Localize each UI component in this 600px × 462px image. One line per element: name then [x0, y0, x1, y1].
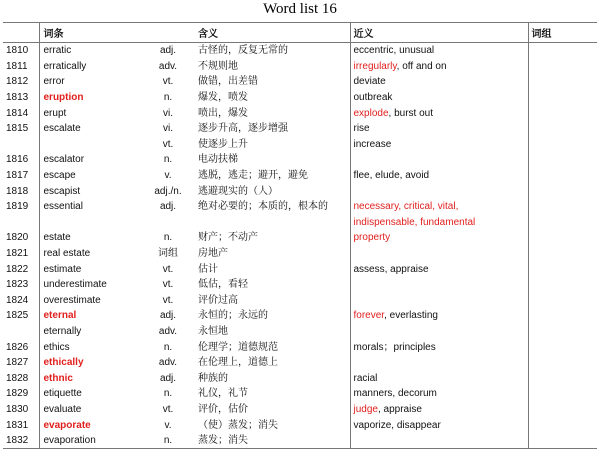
entry-phrase: [528, 339, 597, 355]
entry-word: error: [39, 74, 141, 90]
synonym-text: eccentric, unusual: [353, 45, 435, 57]
entry-synonyms: [350, 74, 528, 90]
entry-phrase: [528, 105, 597, 121]
synonym-text: morals；principles: [353, 341, 436, 353]
entry-number: 1814: [6, 107, 29, 119]
entry-synonyms: [350, 370, 528, 386]
table-row: [3, 370, 597, 386]
part-of-speech: adj.: [159, 201, 177, 213]
entry-phrase: [528, 74, 597, 90]
part-of-speech: n.: [141, 433, 195, 449]
entry-meaning: 种族的: [198, 372, 228, 384]
entry-meaning: 永恒地: [198, 325, 228, 337]
entry-word: escalator: [39, 152, 141, 168]
entry-word: [39, 215, 141, 231]
synonym-text: , everlasting: [384, 310, 438, 322]
entry-meaning: 做错，出差错: [198, 76, 258, 88]
part-of-speech: vt.: [162, 279, 174, 291]
word-table: [3, 22, 597, 449]
part-of-speech: v.: [164, 170, 172, 182]
entry-meaning: 评价过高: [198, 294, 238, 306]
entry-phrase: [528, 43, 597, 59]
entry-phrase: [528, 417, 597, 433]
entry-synonyms: [350, 59, 528, 75]
entry-meaning: 逃避现实的（人）: [198, 185, 278, 197]
table-row: [3, 183, 597, 199]
entry-synonyms: [350, 121, 528, 137]
table-row: [3, 168, 597, 184]
part-of-speech: vi.: [163, 123, 173, 135]
entry-number: 1830: [6, 403, 29, 415]
table-row: [3, 261, 597, 277]
entry-synonyms: [350, 261, 528, 277]
entry-phrase: [528, 386, 597, 402]
synonym-text: necessary, critical, vital,: [353, 201, 459, 213]
entry-phrase: [528, 246, 597, 262]
header-row: [3, 23, 597, 43]
entry-word: eternal: [39, 308, 141, 324]
synonym-text: irregularly: [353, 60, 397, 72]
entry-synonyms: [350, 324, 528, 340]
entry-synonyms: [350, 417, 528, 433]
entry-phrase: [528, 293, 597, 309]
entry-meaning: 房地产: [198, 248, 228, 260]
entry-synonyms: [350, 168, 528, 184]
table-row: [3, 152, 597, 168]
entry-phrase: [528, 183, 597, 199]
entry-word: evaporate: [39, 417, 141, 433]
header-pos: [141, 23, 195, 43]
entry-phrase: [528, 168, 597, 184]
entry-number: [3, 215, 39, 231]
synonym-text: outbreak: [353, 92, 393, 104]
synonym-text: vaporize, disappear: [353, 419, 441, 431]
synonym-text: rise: [353, 123, 370, 135]
synonym-text: flee, elude, avoid: [353, 170, 430, 182]
entry-number: 1829: [6, 388, 29, 400]
entry-number: 1824: [6, 294, 29, 306]
entry-number: [3, 137, 39, 153]
entry-synonyms: [350, 199, 528, 215]
entry-meaning: 使逐步上升: [198, 138, 248, 150]
table-row: [3, 105, 597, 121]
entry-word: overestimate: [39, 293, 141, 309]
entry-phrase: [528, 121, 597, 137]
synonym-text: , appraise: [377, 403, 422, 415]
entry-meaning: 财产；不动产: [198, 232, 258, 244]
entry-word: evaporation: [39, 433, 141, 449]
entry-meaning: 古怪的，反复无常的: [198, 45, 288, 57]
entry-phrase: [528, 230, 597, 246]
part-of-speech: vt.: [162, 263, 174, 275]
table-row: [3, 402, 597, 418]
entry-synonyms: [350, 246, 528, 262]
entry-meaning: 评价，估价: [198, 403, 248, 415]
entry-meaning: 爆发，喷发: [198, 92, 248, 104]
entry-synonyms: [350, 277, 528, 293]
entry-meaning: 喷出，爆发: [198, 107, 248, 119]
synonym-text: assess, appraise: [353, 263, 429, 275]
entry-phrase: [528, 261, 597, 277]
table-row: [3, 199, 597, 215]
table-row: [3, 121, 597, 137]
entry-synonyms: [350, 215, 528, 231]
entry-meaning: 伦理学；道德规范: [198, 341, 278, 353]
entry-phrase: [528, 90, 597, 106]
entry-phrase: [528, 137, 597, 153]
entry-number: 1828: [6, 372, 29, 384]
table-row: [3, 246, 597, 262]
part-of-speech: adv.: [158, 325, 178, 337]
entry-number: 1819: [6, 201, 29, 213]
entry-number: 1816: [6, 154, 29, 166]
entry-synonyms: [350, 308, 528, 324]
entry-meaning: 逃脱，逃走；避开，避免: [198, 170, 308, 182]
entry-word: real estate: [39, 246, 141, 262]
synonym-text: judge: [353, 403, 378, 415]
table-row: [3, 339, 597, 355]
entry-number: [3, 324, 39, 340]
entry-number: 1821: [6, 248, 29, 260]
entry-meaning: 永恒的；永远的: [198, 310, 268, 322]
entry-word: eruption: [39, 90, 141, 106]
entry-word: estate: [39, 230, 141, 246]
entry-synonyms: [350, 137, 528, 153]
synonym-text: indispensable, fundamental: [353, 216, 476, 228]
part-of-speech: adv.: [158, 357, 178, 369]
header-synonym: 近义: [350, 23, 528, 43]
entry-word: ethnic: [39, 370, 141, 386]
entry-word: ethics: [39, 339, 141, 355]
entry-phrase: [528, 402, 597, 418]
entry-number: 1815: [6, 123, 29, 135]
header-phrase: 词组: [528, 23, 597, 43]
entry-phrase: [528, 277, 597, 293]
entry-word: essential: [39, 199, 141, 215]
entry-meaning: [195, 215, 350, 231]
entry-number: 1818: [6, 185, 29, 197]
entry-word: estimate: [39, 261, 141, 277]
header-meaning: 含义: [195, 23, 350, 43]
entry-number: 1817: [6, 170, 29, 182]
entry-synonyms: [350, 105, 528, 121]
table-row: [3, 308, 597, 324]
entry-number: 1826: [6, 341, 29, 353]
table-row: [3, 59, 597, 75]
entry-word: [39, 137, 141, 153]
entry-number: 1820: [6, 232, 29, 244]
entry-meaning: 蒸发；消失: [195, 433, 350, 449]
table-row: [3, 417, 597, 433]
entry-word: eternally: [39, 324, 141, 340]
part-of-speech: [141, 215, 195, 231]
entry-synonyms: [350, 339, 528, 355]
entry-phrase: [528, 59, 597, 75]
part-of-speech: n.: [163, 92, 173, 104]
synonym-text: , burst out: [388, 107, 433, 119]
part-of-speech: vt.: [162, 138, 174, 150]
entry-meaning: 不规则地: [198, 60, 238, 72]
entry-word: escapist: [39, 183, 141, 199]
entry-number: 1823: [6, 279, 29, 291]
synonym-text: deviate: [353, 76, 386, 88]
table-row: [3, 215, 597, 231]
entry-phrase: [528, 433, 597, 449]
table-row: [3, 293, 597, 309]
entry-synonyms: [350, 230, 528, 246]
entry-meaning: 逐步升高，逐步增强: [198, 123, 288, 135]
table-row: [3, 324, 597, 340]
part-of-speech: adv.: [158, 60, 178, 72]
word-rows: [3, 43, 597, 449]
part-of-speech: 词组: [158, 248, 178, 260]
table-row: [3, 90, 597, 106]
table-row: [3, 386, 597, 402]
entry-synonyms: [350, 152, 528, 168]
entry-word: erupt: [39, 105, 141, 121]
part-of-speech: vt.: [162, 76, 174, 88]
entry-synonyms: [350, 43, 528, 59]
entry-phrase: [528, 355, 597, 371]
synonym-text: forever: [353, 310, 385, 322]
entry-synonyms: [350, 402, 528, 418]
entry-word: escape: [39, 168, 141, 184]
entry-number: 1822: [6, 263, 29, 275]
part-of-speech: vi.: [163, 107, 173, 119]
synonym-text: manners, decorum: [353, 388, 437, 400]
table-row: [3, 230, 597, 246]
header-number: [3, 23, 39, 43]
table-row: [3, 74, 597, 90]
entry-synonyms: [350, 183, 528, 199]
entry-meaning: 绝对必要的；本质的，根本的: [198, 201, 328, 213]
entry-number: 1813: [6, 92, 29, 104]
entry-phrase: [528, 215, 597, 231]
synonym-text: , off and on: [396, 60, 447, 72]
entry-word: ethically: [39, 355, 141, 371]
table-row: [3, 433, 597, 449]
part-of-speech: n.: [163, 232, 173, 244]
entry-word: evaluate: [39, 402, 141, 418]
entry-number: 1832: [3, 433, 39, 449]
table-row: [3, 277, 597, 293]
entry-number: 1810: [6, 45, 29, 57]
table-row: [3, 355, 597, 371]
part-of-speech: vt.: [162, 294, 174, 306]
entry-phrase: [528, 308, 597, 324]
entry-number: 1811: [6, 60, 28, 72]
page-title: Word list 16: [263, 1, 337, 17]
synonym-text: explode: [353, 107, 389, 119]
entry-word: erratic: [39, 43, 141, 59]
synonym-text: increase: [353, 138, 392, 150]
entry-phrase: [528, 152, 597, 168]
part-of-speech: adj./n.: [154, 185, 182, 197]
synonym-text: racial: [353, 372, 378, 384]
part-of-speech: n.: [163, 154, 173, 166]
entry-synonyms: [350, 90, 528, 106]
part-of-speech: v.: [164, 419, 172, 431]
synonym-text: property: [353, 232, 391, 244]
entry-phrase: [528, 199, 597, 215]
part-of-speech: adj.: [159, 372, 177, 384]
entry-number: 1827: [6, 357, 29, 369]
entry-meaning: 估计: [198, 263, 218, 275]
header-entry: 词条: [39, 23, 141, 43]
entry-synonyms: [350, 433, 528, 449]
entry-number: 1825: [6, 310, 29, 322]
entry-meaning: 礼仪，礼节: [198, 388, 248, 400]
entry-synonyms: [350, 355, 528, 371]
entry-phrase: [528, 370, 597, 386]
entry-word: erratically: [39, 59, 141, 75]
part-of-speech: adj.: [159, 45, 177, 57]
table-row: [3, 137, 597, 153]
entry-meaning: 低估，看轻: [198, 279, 248, 291]
entry-meaning: 电动扶梯: [198, 154, 238, 166]
entry-word: escalate: [39, 121, 141, 137]
entry-phrase: [528, 324, 597, 340]
part-of-speech: vt.: [162, 403, 174, 415]
entry-meaning: 在伦理上，道德上: [198, 357, 278, 369]
part-of-speech: n.: [163, 388, 173, 400]
entry-synonyms: [350, 386, 528, 402]
entry-synonyms: [350, 293, 528, 309]
entry-word: underestimate: [39, 277, 141, 293]
table-row: [3, 43, 597, 59]
entry-meaning: （使）蒸发；消失: [198, 419, 278, 431]
entry-number: 1831: [6, 419, 29, 431]
entry-word: etiquette: [39, 386, 141, 402]
entry-number: 1812: [6, 76, 29, 88]
part-of-speech: adj.: [159, 310, 177, 322]
part-of-speech: n.: [163, 341, 173, 353]
